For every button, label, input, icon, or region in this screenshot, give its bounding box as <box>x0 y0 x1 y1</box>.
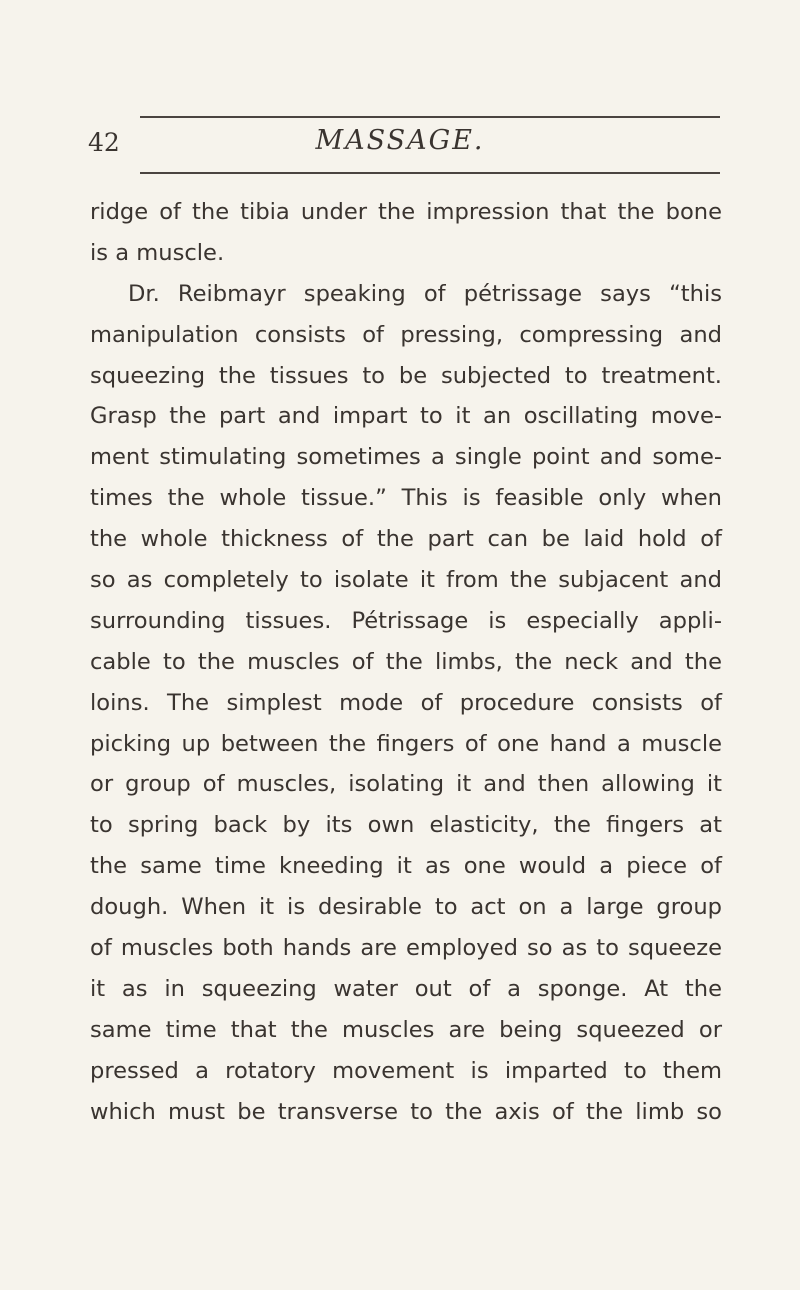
text-line: ridge of the tibia under the impression that the bone <box>90 199 722 225</box>
header-rule-bottom <box>140 172 720 174</box>
text-line: to spring back by its own elasticity, the fingers at <box>90 812 722 839</box>
text-line: squeezing the tissues to be subjected to treatment. <box>90 362 722 389</box>
text-line: manipulation consists of pressing, compressing and <box>90 321 722 348</box>
text-line: the same time kneeding it as one would a piece of <box>90 853 722 880</box>
text-line: cable to the muscles of the limbs, the neck and the <box>90 648 722 675</box>
header-rule-top <box>140 116 720 118</box>
text-line: it as in squeezing water out of a sponge. At the <box>90 975 722 1002</box>
text-line: Grasp the part and impart to it an oscillating move- <box>90 403 722 430</box>
running-head: MASSAGE. <box>315 125 485 156</box>
text-line: or group of muscles, isolating it and then allowing it <box>90 771 722 798</box>
text-line: so as completely to isolate it from the subjacent and <box>90 567 722 594</box>
text-line: ment stimulating sometimes a single point and some- <box>90 444 722 471</box>
page-number: 42 <box>88 128 120 157</box>
text-line: pressed a rotatory movement is imparted to them <box>90 1057 722 1084</box>
text-line: of muscles both hands are employed so as to squeeze <box>90 935 722 962</box>
text-line: same time that the muscles are being squeezed or <box>90 1016 722 1043</box>
text-line: surrounding tissues. Pétrissage is especially appli- <box>90 607 722 634</box>
text-line: Dr. Reibmayr speaking of pétrissage says “this <box>128 280 722 307</box>
text-line: picking up between the fingers of one hand a muscle <box>90 730 722 757</box>
body-text <box>90 192 722 1132</box>
text-line: dough. When it is desirable to act on a large group <box>90 894 722 921</box>
text-line: loins. The simplest mode of procedure consists of <box>90 689 722 716</box>
text-line: which must be transverse to the axis of the limb so <box>90 1098 722 1125</box>
text-line: times the whole tissue.” This is feasible only when <box>90 485 722 512</box>
text-line: is a muscle. <box>90 239 225 266</box>
text-line: the whole thickness of the part can be laid hold of <box>90 526 722 553</box>
